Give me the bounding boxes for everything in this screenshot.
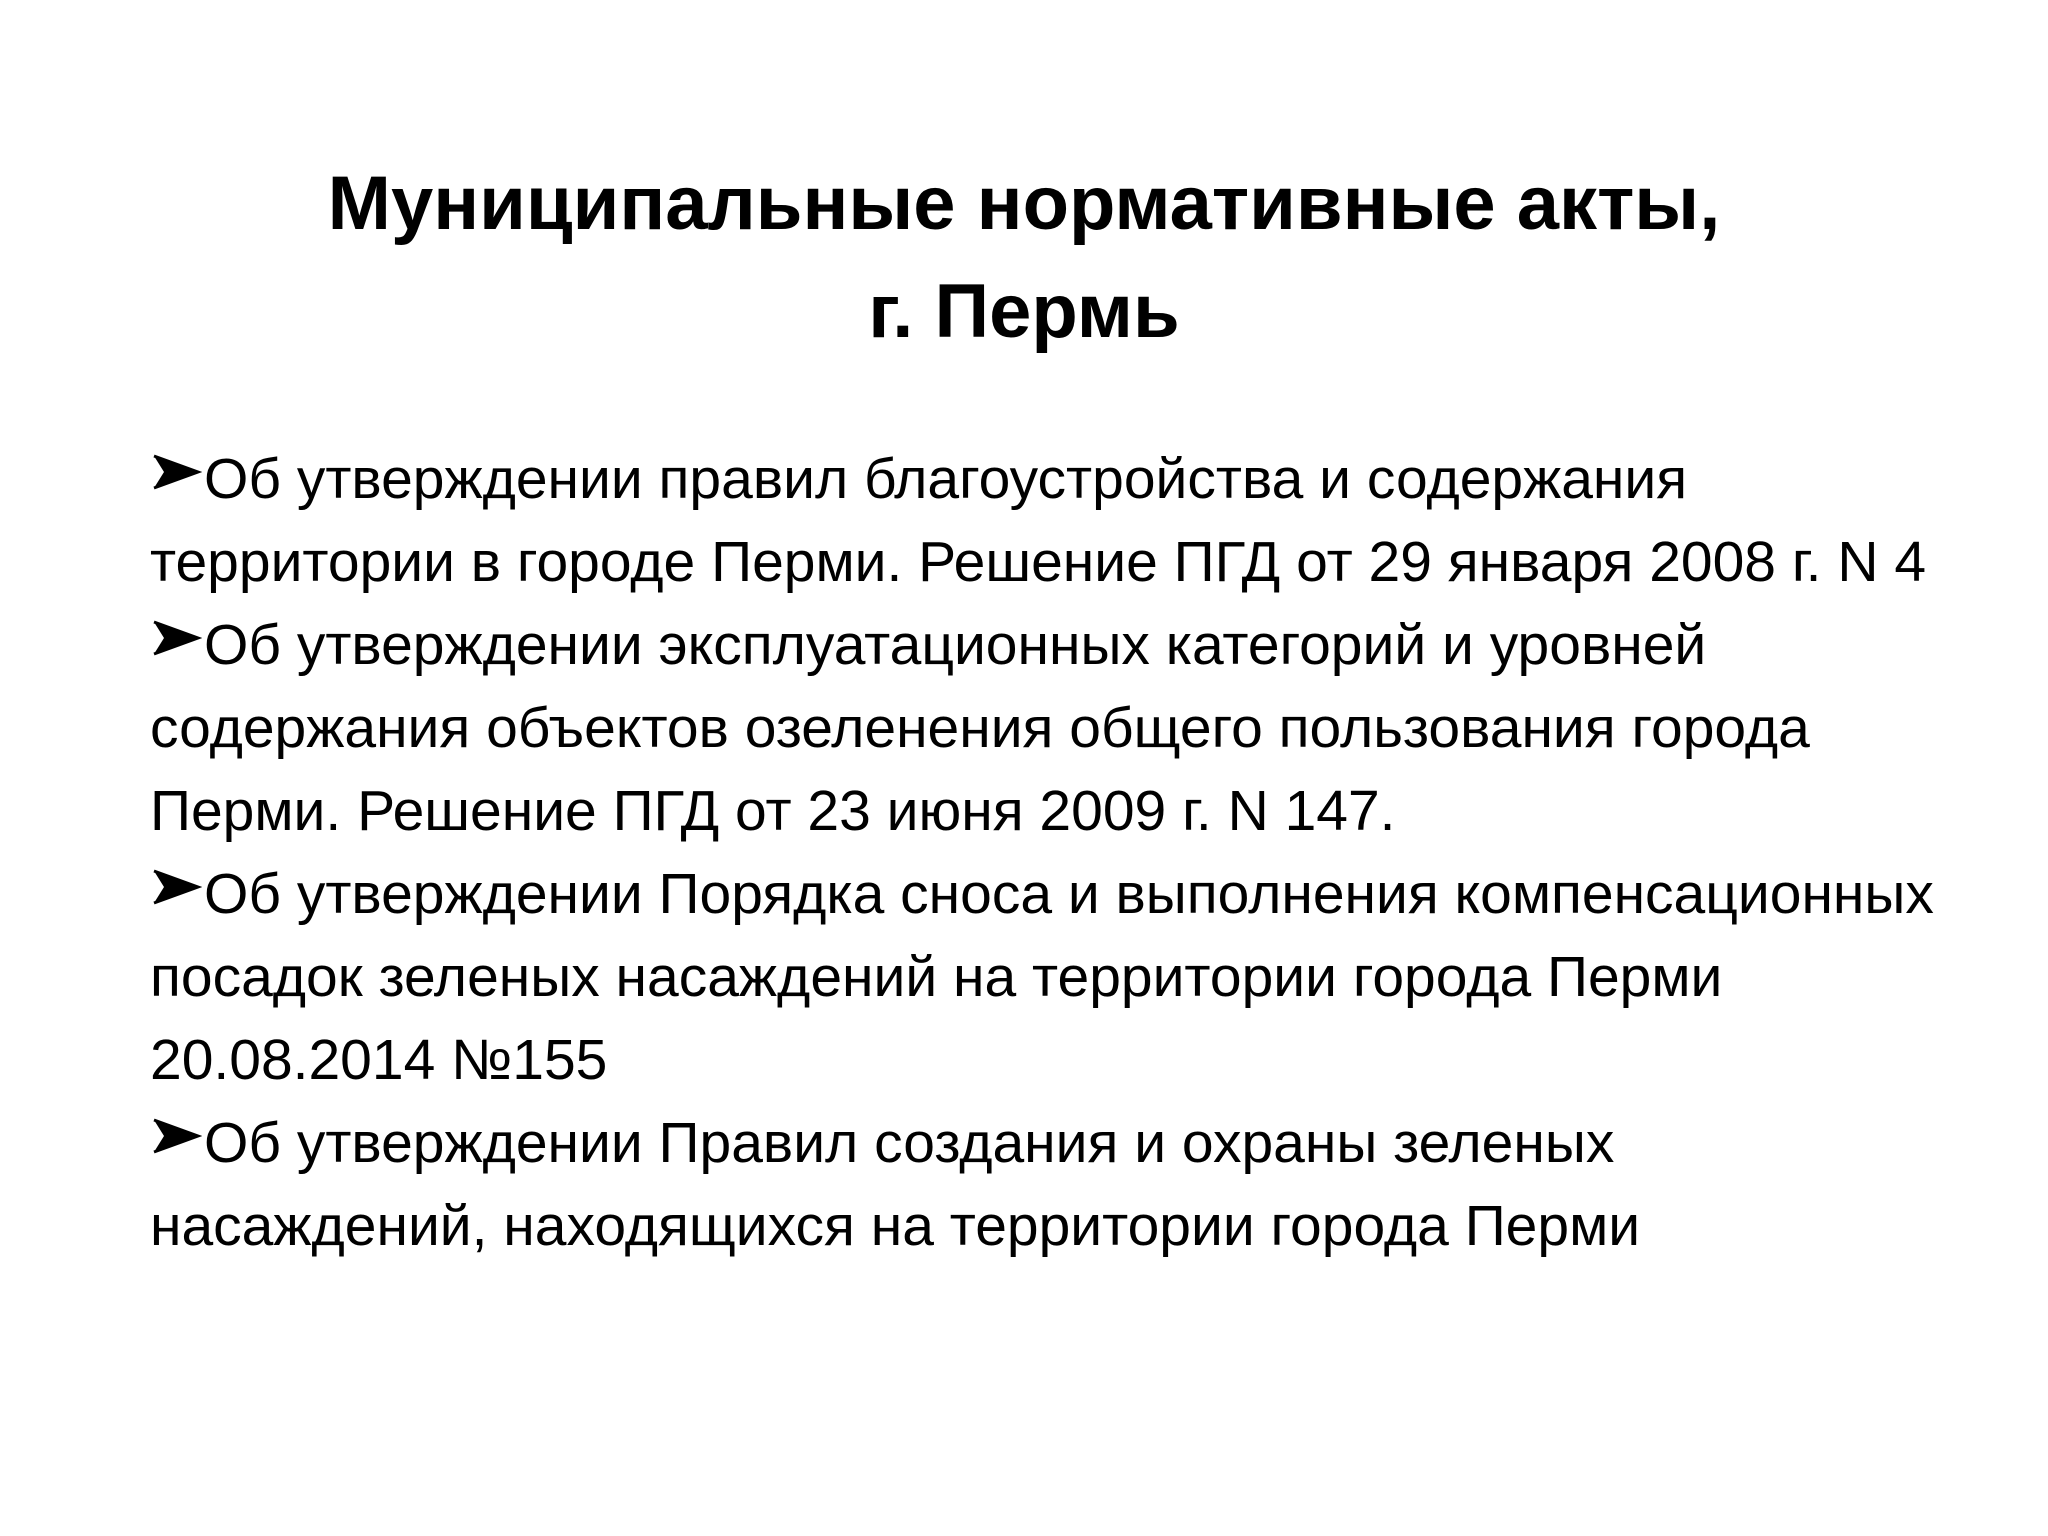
list-item-text: Об утверждении Порядка сноса и выполнения компенсационных посадок зеленых насаждений на территории города Перми 20.08.2014 №155 — [150, 862, 1934, 1092]
title-line-2: г. Пермь — [868, 269, 1180, 354]
arrowhead-bullet-icon — [150, 618, 202, 658]
list-item-text: Об утверждении правил благоустройства и содержания территории в городе Перми. Решение ПГД от 29 января 2008 г. N 4 — [150, 447, 1927, 594]
title-line-1: Муниципальные нормативные акты, — [327, 161, 1721, 246]
slide-title — [0, 150, 2048, 366]
list-item-text: Об утверждении эксплуатационных категорий и уровней содержания объектов озеленения общего пользования города Перми. Решение ПГД от 23 июня 2009 г. N 147. — [150, 613, 1810, 843]
arrowhead-bullet-icon — [150, 452, 202, 492]
list-item — [150, 1102, 1950, 1268]
bullet-list — [150, 438, 1950, 1268]
arrowhead-bullet-icon — [150, 867, 202, 907]
list-item — [150, 853, 1950, 1102]
arrowhead-bullet-icon — [150, 1116, 202, 1156]
list-item — [150, 604, 1950, 853]
list-item — [150, 438, 1950, 604]
list-item-text: Об утверждении Правил создания и охраны зеленых насаждений, находящихся на территории города Перми — [150, 1111, 1641, 1258]
